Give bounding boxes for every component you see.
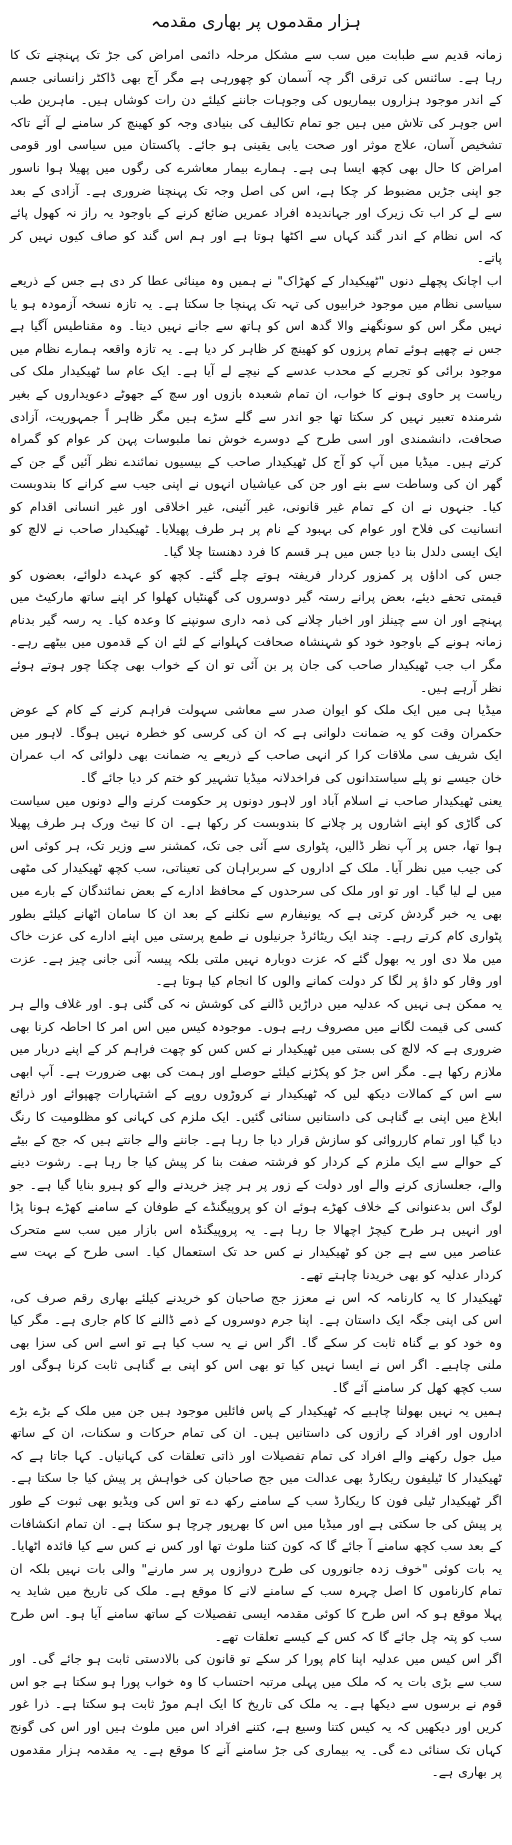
article-body — [10, 44, 502, 1784]
article-paragraph: ہمیں یہ نہیں بھولنا چاہیے کہ ٹھیکیدار کے پاس فائلیں موجود ہیں جن میں ملک کے بڑے بڑے اداروں اور افراد کے رازوں کی داستانیں ہیں۔ ان کی تمام حرکات و سکنات، ان کے ساتھ میل جول رکھنے والے افراد کی تمام تفصیلات اور ذاتی تعلقات کی کہانیاں۔ کہا جاتا ہے کہ ٹھیکیدار کا ٹیلیفون ریکارڈ بھی عدالت میں جج صاحبان کی خواہش پر پیش کیا جا سکتا ہے۔ اگر ٹھیکیدار ٹیلی فون کا ریکارڈ سب کے سامنے رکھ دے تو اس کی ویڈیو بھی ثبوت کے طور پر پیش کی جا سکتی ہے اور میڈیا میں اس کا بھرپور چرچا ہو سکتا ہے۔ ان تمام انکشافات کے بعد سب کچھ سامنے آ جائے گا کہ کون کتنا ملوث تھا اور کس نے کس سے کیا فائدہ اٹھایا۔ یہ بات کوئی "خوف زدہ جانوروں کی طرح دروازوں پر سر مارنے" والی بات نہیں بلکہ ان تمام کارناموں کا اصل چہرہ سب کے سامنے لانے کا موقع ہے۔ ملک کی تاریخ میں شاید یہ پہلا موقع ہو کہ اس طرح کا کوئی مقدمہ ایسی تفصیلات کے ساتھ سامنے آیا ہو۔ اس طرح سب کو پتہ چل جائے گا کہ کس کے کیسے تعلقات تھے۔ — [10, 1402, 502, 1644]
article-paragraph: اگر اس کیس میں عدلیہ اپنا کام پورا کر سکے تو قانون کی بالادستی ثابت ہو جائے گی۔ اور سب سے بڑی بات یہ کہ ملک میں پہلی مرتبہ احتساب کا وہ خواب پورا ہو سکتا ہے جو اس قوم نے برسوں سے دیکھا ہے۔ یہ ملک کی تاریخ کا ایک اہم موڑ ثابت ہو سکتا ہے۔ ذرا غور کریں اور دیکھیں کہ یہ کیس کتنا وسیع ہے، کتنے افراد اس میں ملوث ہیں اور اس کی گونج کہاں تک سنائی دے گی۔ یہ بیماری کی جڑ سامنے آنے کا موقع ہے۔ یہ مقدمہ ہزار مقدموں پر بھاری ہے۔ — [10, 1651, 502, 1780]
article-paragraph: میڈیا ہی میں ایک ملک کو ایوان صدر سے معاشی سہولت فراہم کرنے کے کام کے عوض حکمران وقت کو یہ ضمانت دلوانی ہے کہ ان کی کرسی کو خطرہ نہیں ہوگا۔ لاہور میں ایک شریف سی ملاقات کرا کر انہی صاحب کے ذریعے یہ ضمانت بھی دلوائی کہ اب عمران خان جیسے نو پلے سیاستدانوں کی فراخدلانہ میڈیا تشہیر کو ختم کر دیا جائے گا۔ — [10, 702, 502, 785]
article-paragraph: جس کی اداؤں پر کمزور کردار فریفتہ ہوتے چلے گئے۔ کچھ کو عہدے دلوائے، بعضوں کو قیمتی تحفے دیئے، بعض پرانے رستہ گیر دوسروں کی گھنٹیاں کھلوا کر اپنے ساتھ مارکیٹ میں پہنچے اور ان سے چینلز اور اخبار چلانے کی ذمہ داری سونپنے کا وعدہ کیا۔ یہ رسہ گیر بدنام زمانہ ہونے کے باوجود خود کو شہنشاہ صحافت کہلوانے کے لئے ان کے قدموں میں بیٹھے رہے۔ مگر اب جب ٹھیکیدار صاحب کی جان پر بن آئی تو ان کے خواب بھی چکنا چور ہوتے ہوئے نظر آرہے ہیں۔ — [10, 566, 502, 695]
article-paragraph: یہ ممکن ہی نہیں کہ عدلیہ میں دراڑیں ڈالنے کی کوشش نہ کی گئی ہو۔ اور غلاف والے ہر کسی کی قیمت لگانے میں مصروف رہے ہوں۔ موجودہ کیس میں اس امر کا احاطہ کرنا بھی ضروری ہے کہ لالچ کی بستی میں ٹھیکیدار نے کس کس کو چھت فراہم کر کے اپنے دربار میں ملازم رکھا ہے۔ مگر اس جڑ کو پکڑنے کیلئے حوصلے اور ہمت کی بھی ضرورت ہے۔ آپ ابھی سے اس کے کمالات دیکھ لیں کہ ٹھیکیدار نے کروڑوں روپے کے اشتہارات چھپوائے اور ذرائع ابلاغ میں اپنی بے گناہی کی داستانیں سنائی گئیں۔ ایک ملزم کی کہانی کو مظلومیت کا رنگ دیا گیا اور تمام کارروائی کو سازش قرار دیا جا رہا ہے۔ جاننے والے جانتے ہیں کہ جج کے بیٹے کے حوالے سے ایک ملزم کے کردار کو فرشتہ صفت بنا کر پیش کیا جا رہا ہے۔ رشوت دینے والے، جعلسازی کرنے والے اور دولت کے زور پر ہر چیز خریدنے والے کو ہیرو بنایا گیا ہے۔ جو لوگ اس بدعنوانی کے خلاف کھڑے ہوئے ان کو پروپیگنڈے کے طوفان کے سامنے کھڑے ہونا پڑا اور انہیں ہر طرح کیچڑ اچھالا جا رہا ہے۔ یہ پروپیگنڈہ اس بازار میں سب سے متحرک عناصر میں سے ہے جن کو ٹھیکیدار نے کس حد تک استعمال کیا۔ اسی طرح کے بہت سے کردار عدلیہ کو بھی خریدنا چاہتے تھے۔ — [10, 995, 502, 1283]
article-paragraph: یعنی ٹھیکیدار صاحب نے اسلام آباد اور لاہور دونوں پر حکومت کرنے والے دونوں میں سیاست کی گاڑی کو اپنے اشاروں پر چلانے کا بندوبست کر رکھا ہے۔ ان کا نیٹ ورک ہر طرف پھیلا ہوا تھا، جس پر آپ نظر ڈالیں، پٹواری سے آئی جی تک، کمشنر سے وزیر تک، ہر کوئی اس کی جیب میں نظر آیا۔ ملک کے اداروں کے سربراہان کی تعیناتی، سب کچھ ٹھیکیدار کی مٹھی میں لے لیا گیا۔ اور تو اور ملک کی سرحدوں کے محافظ ادارے کے بعض نمائندگان کے بارے میں بھی یہ خبر گردش کرتی ہے کہ یونیفارم سے نکلنے کے بعد ان کا سامان اٹھانے کیلئے بطور پٹواری کام کرتے رہے۔ چند ایک ریٹائرڈ جرنیلوں نے طمع پرستی میں اپنے ادارے کی عزت خاک میں ملا دی اور یہ بھول گئے کہ عزت دوبارہ نہیں ملتی بلکہ پیسہ آنی جانی چیز ہے۔ عزت اور وقار کو داؤ پر لگا کر دولت کمانے والوں کا انجام کیا ہوتا ہے۔ — [10, 792, 502, 989]
article-headline: ہزار مقدموں پر بھاری مقدمہ — [151, 12, 361, 32]
article-paragraph: اب اچانک پچھلے دنوں "ٹھیکیدار کے کھڑاک" نے ہمیں وہ مینائی عطا کر دی ہے جس کے ذریعے سیاسی نظام میں موجود خرابیوں کی تہہ تک پہنچا جا سکتا ہے۔ یہ تازہ نسخہ آزمودہ ہو یا نہیں مگر اس کو سونگھنے والا گدھ اس کو ہاتھ سے جانے نہیں دیتا۔ وہ مقناطیس آگیا ہے جس نے چھپے ہوئے تمام پرزوں کو کھینچ کر ظاہر کر دیا ہے۔ یہ تازہ واقعہ ہمارے نظام میں موجود برائی کو تجربے کے محدب عدسے کے نیچے لے آیا ہے۔ ایک عام سا ٹھیکیدار ملک کی ریاست پر حاوی ہونے کا خواب، ان تمام شعبدہ بازوں اور سچ کے جھوٹے دعویداروں کے بغیر شرمندہ تعبیر نہیں کر سکتا تھا جو اندر سے گلے سڑے ہیں مگر ظاہر اً جمہوریت، آزادی صحافت، دانشمندی اور اسی طرح کے دوسرے خوش نما ملبوسات پہن کر عوام کو گمراہ کرتے ہیں۔ میڈیا میں آپ کو آج کل ٹھیکیدار صاحب کے بیسیوں نمائندے نظر آئیں گے جن کے گھر ان کی وساطت سے بنے اور جن کی عیاشیاں انہوں نے اپنی جیب سے کرانے کا بندوبست کیا۔ جنہوں نے ان کے تمام غیر قانونی، غیر آئینی، غیر اخلاقی اور غیر انسانی اقدام کو انسانیت کی فلاح اور عوام کی بہبود کے نام پر ہر طرف پھیلایا۔ ٹھیکیدار صاحب نے لالچ کو ایک ایسی دلدل بنا دیا جس میں ہر قسم کا فرد دھنستا چلا گیا۔ — [10, 272, 502, 560]
article-paragraph: زمانہ قدیم سے طبابت میں سب سے مشکل مرحلہ دائمی امراض کی جڑ تک پہنچنے تک کا رہا ہے۔ سائنس کی ترقی اگر چہ آسمان کو چھورہی ہے مگر آج بھی ڈاکٹر زانسانی جسم کے اندر موجود ہزاروں بیماریوں کی وجوہات جاننے کیلئے دن رات کوشاں ہیں۔ ماہرین طب اس جوہر کی تلاش میں ہیں جو تمام تکالیف کی بنیادی وجہ کو کھینچ کر سامنے لے آئے تاکہ تشخیص آسان، علاج موثر اور صحت یابی یقینی ہو جائے۔ پاکستان میں سیاسی اور قومی امراض کا حال بھی کچھ ایسا ہی ہے۔ ہمارے بیمار معاشرے کی رگوں میں پھیلا ہوا ناسور جو اپنی جڑیں مضبوط کر چکا ہے، اس کی اصل وجہ تک پہنچنا ضروری ہے۔ آزادی کے بعد سے لے کر اب تک زیرک اور جہاندیدہ افراد عمریں ضائع کرنے کے باوجود یہ راز نہ کھول پائے کہ اس نظام کے اندر گند کہاں سے اکٹھا ہوتا ہے اور ہم اس گند کو صاف کیوں نہیں کر پاتے۔ — [10, 47, 502, 266]
article-paragraph: ٹھیکیدار کا یہ کارنامہ کہ اس نے معزز جج صاحبان کو خریدنے کیلئے بھاری رقم صرف کی، اس کی اپنی جگہ ایک داستان ہے۔ اپنا جرم دوسروں کے ذمے ڈالنے کا کام جاری ہے۔ مگر کیا وہ خود کو بے گناہ ثابت کر سکے گا۔ اگر اس نے یہ سب کیا ہے تو اسے اس کی سزا بھی ملنی چاہیے۔ اگر اس نے ایسا نہیں کیا تو بھی اس کو اپنی بے گناہی ثابت کرنا ہوگی اور سب کچھ کھل کر سامنے آئے گا۔ — [10, 1289, 502, 1396]
